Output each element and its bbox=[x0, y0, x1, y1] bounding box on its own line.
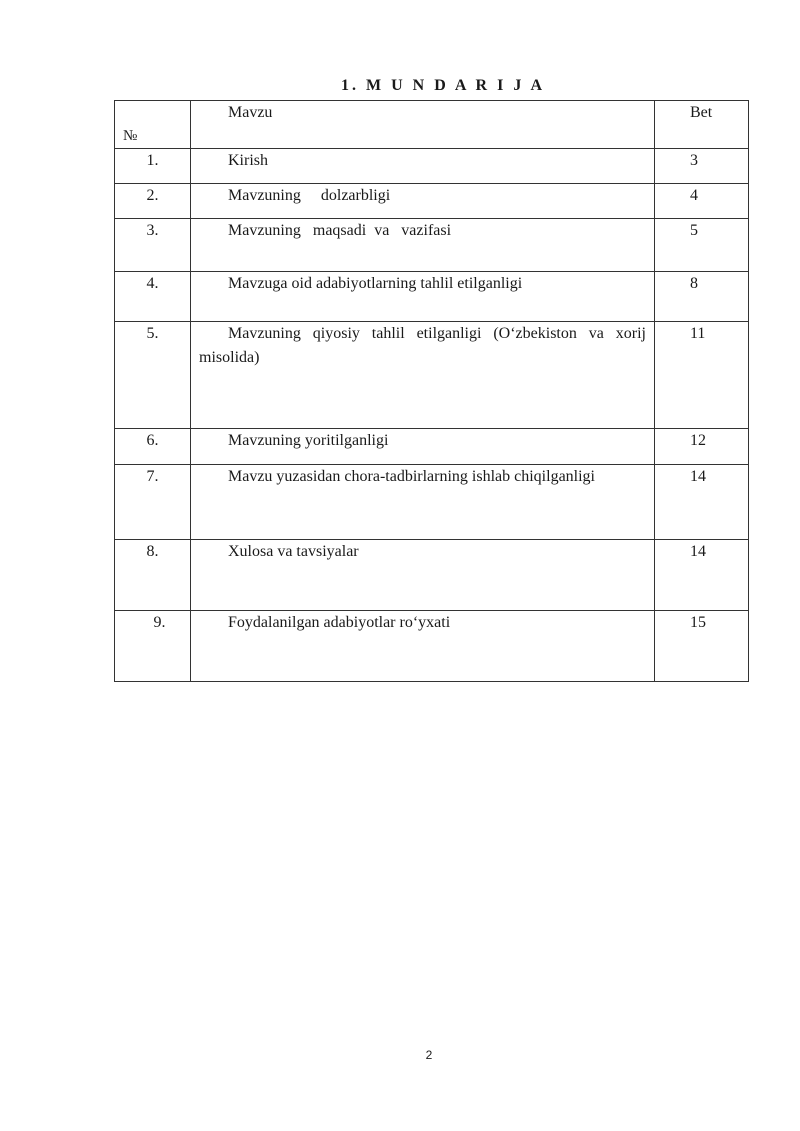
row-topic: Mavzuning qiyosiy tahlil etilganligi (O‘zbekiston va xorij misolida) bbox=[199, 325, 646, 366]
header-number-cell bbox=[115, 101, 191, 149]
row-page: 4 bbox=[690, 187, 698, 204]
row-number: 3. bbox=[146, 222, 159, 239]
row-topic: Mavzuning maqsadi va vazifasi bbox=[228, 222, 452, 239]
row-page-cell bbox=[655, 322, 749, 429]
row-number-cell bbox=[115, 322, 191, 429]
row-number: 9. bbox=[153, 614, 166, 631]
row-number-cell bbox=[115, 611, 191, 682]
row-page: 5 bbox=[690, 222, 698, 239]
row-number-cell bbox=[115, 272, 191, 322]
table-row bbox=[115, 465, 749, 540]
row-topic: Mavzuning yoritilganligi bbox=[228, 432, 389, 449]
row-number: 8. bbox=[146, 543, 159, 560]
table-row bbox=[115, 272, 749, 322]
row-page-cell bbox=[655, 149, 749, 184]
row-topic: Mavzu yuzasidan chora-tadbirlarning ishlab chiqilganligi bbox=[228, 468, 595, 485]
table-of-contents bbox=[114, 100, 749, 682]
row-topic-cell bbox=[191, 465, 655, 540]
row-page: 11 bbox=[690, 325, 706, 342]
row-number: 2. bbox=[146, 187, 159, 204]
row-page: 8 bbox=[690, 275, 698, 292]
table-header-row bbox=[115, 101, 749, 149]
table-row bbox=[115, 322, 749, 429]
row-topic: Mavzuga oid adabiyotlarning tahlil etilganligi bbox=[228, 275, 523, 292]
table-row bbox=[115, 219, 749, 272]
row-topic-cell bbox=[191, 611, 655, 682]
header-page-cell bbox=[655, 101, 749, 149]
row-topic-cell bbox=[191, 219, 655, 272]
row-number-cell bbox=[115, 540, 191, 611]
row-topic-cell bbox=[191, 149, 655, 184]
row-page-cell bbox=[655, 611, 749, 682]
row-number-cell bbox=[115, 465, 191, 540]
row-number: 4. bbox=[146, 275, 159, 292]
row-topic: Kirish bbox=[228, 152, 268, 169]
header-number: № bbox=[123, 128, 138, 144]
row-page: 3 bbox=[690, 152, 698, 169]
row-page: 14 bbox=[690, 468, 706, 485]
table-row bbox=[115, 149, 749, 184]
row-topic: Xulosa va tavsiyalar bbox=[228, 543, 359, 560]
row-topic: Foydalanilgan adabiyotlar ro‘yxati bbox=[228, 614, 451, 631]
table-row bbox=[115, 184, 749, 219]
row-topic-cell bbox=[191, 429, 655, 465]
row-page-cell bbox=[655, 429, 749, 465]
table-row bbox=[115, 611, 749, 682]
row-number: 1. bbox=[146, 152, 159, 169]
row-page: 15 bbox=[690, 614, 706, 631]
row-number-cell bbox=[115, 184, 191, 219]
table-row bbox=[115, 429, 749, 465]
row-number: 6. bbox=[146, 432, 159, 449]
row-page-cell bbox=[655, 184, 749, 219]
row-page-cell bbox=[655, 219, 749, 272]
row-topic-cell bbox=[191, 184, 655, 219]
header-page: Bet bbox=[690, 104, 713, 121]
row-number-cell bbox=[115, 149, 191, 184]
row-page: 12 bbox=[690, 432, 706, 449]
page-title: 1. M U N D A R I J A bbox=[340, 77, 545, 94]
row-number: 7. bbox=[146, 468, 159, 485]
row-number-cell bbox=[115, 219, 191, 272]
row-topic-cell bbox=[191, 540, 655, 611]
row-page: 14 bbox=[690, 543, 706, 560]
table-row bbox=[115, 540, 749, 611]
row-topic-cell bbox=[191, 272, 655, 322]
row-page-cell bbox=[655, 540, 749, 611]
header-topic-cell bbox=[191, 101, 655, 149]
row-number: 5. bbox=[146, 325, 159, 342]
row-page-cell bbox=[655, 465, 749, 540]
row-topic: Mavzuning dolzarbligi bbox=[228, 187, 391, 204]
row-topic-cell bbox=[191, 322, 655, 429]
row-page-cell bbox=[655, 272, 749, 322]
row-number-cell bbox=[115, 429, 191, 465]
header-topic: Mavzu bbox=[228, 104, 273, 121]
page-number: 2 bbox=[425, 1048, 433, 1062]
